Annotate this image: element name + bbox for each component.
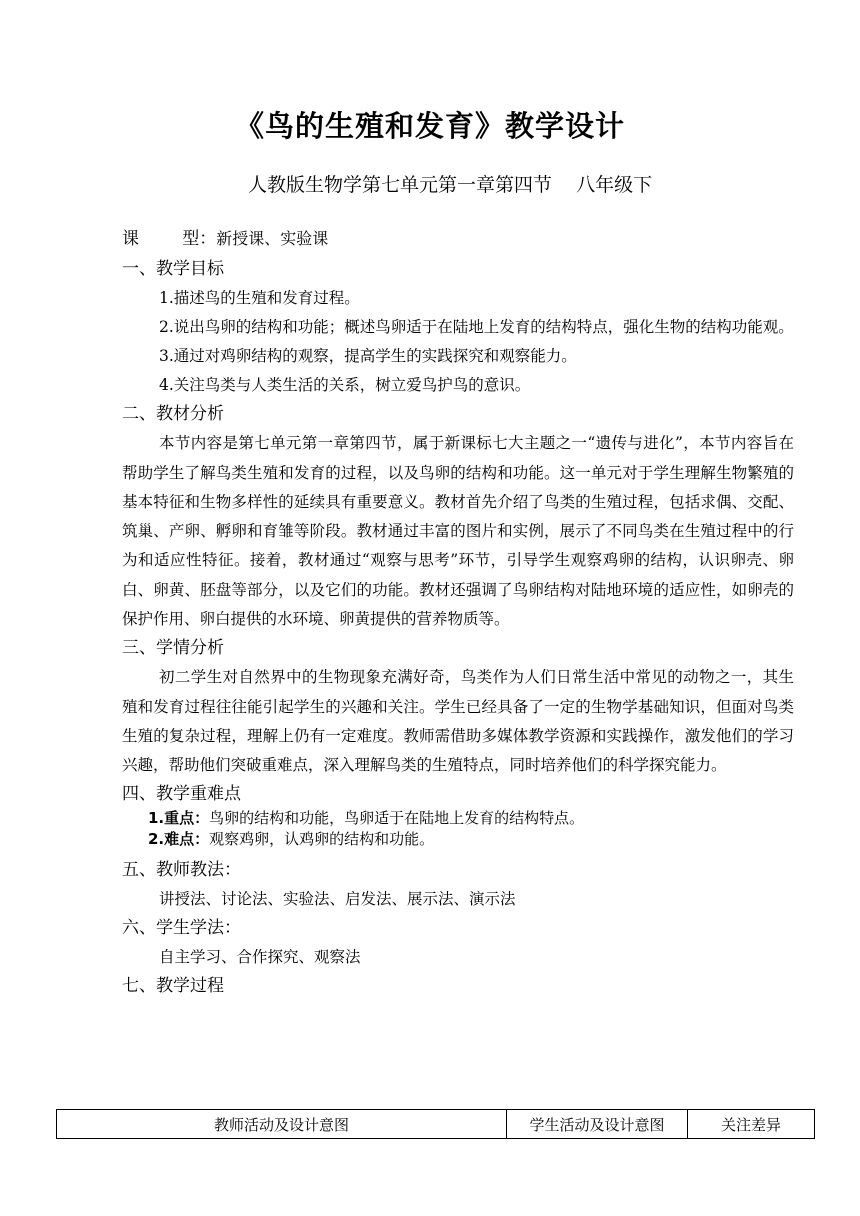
key-point-text: 鸟卵的结构和功能，鸟卵适于在陆地上发育的结构特点。 [209, 808, 585, 827]
section-heading-process: 七、教学过程 [122, 975, 224, 996]
course-type [122, 228, 794, 255]
document-subtitle: 人教版生物学第七单元第一章第四节 八年级下 [248, 174, 653, 196]
learning-methods-text: 自主学习、合作探究、观察法 [159, 947, 361, 966]
document-title: 《鸟的生殖和发育》教学设计 [234, 109, 625, 143]
difficult-point-text: 观察鸡卵，认鸡卵的结构和功能。 [209, 829, 435, 848]
section-heading-goals: 一、教学目标 [122, 259, 224, 279]
goal-item: 2.说出鸟卵的结构和功能；概述鸟卵适于在陆地上发育的结构特点，强化生物的结构功能观。 [159, 318, 794, 336]
table-header-cell: 教师活动及设计意图 [57, 1110, 507, 1139]
difficult-point [122, 829, 794, 850]
course-type-value: 新授课、实验课 [216, 229, 329, 248]
key-point [122, 808, 794, 829]
table-header-row [57, 1110, 815, 1139]
student-analysis-paragraph: 初二学生对自然界中的生物现象充满好奇，鸟类作为人们日常生活中常见的动物之一，其生殖和发育过程往往能引起学生的兴趣和关注。学生已经具备了一定的生物学基础知识，但面对鸟类生殖的复杂过程，理解上仍有一定难度。教师需借助多媒体教学资源和实践操作，激发他们的学习兴趣，帮助他们突破重难点，深入理解鸟类的生殖特点，同时培养他们的科学探究能力。 [122, 668, 794, 775]
table-header-cell: 学生活动及设计意图 [507, 1110, 688, 1139]
table-header-cell: 关注差异 [688, 1110, 815, 1139]
section-heading-teaching-methods: 五、教师教法： [122, 859, 241, 880]
course-type-label: 课 型： [122, 229, 217, 249]
section-heading-key-points: 四、教学重难点 [122, 783, 241, 804]
section-heading-students: 三、学情分析 [122, 638, 224, 659]
section-heading-textbook: 二、教材分析 [122, 404, 224, 425]
goal-item: 1.描述鸟的生殖和发育过程。 [159, 289, 360, 307]
goal-item: 4.关注鸟类与人类生活的关系，树立爱鸟护鸟的意识。 [159, 376, 531, 395]
teaching-methods-text: 讲授法、讨论法、实验法、启发法、展示法、演示法 [159, 889, 516, 908]
textbook-analysis-paragraph: 本节内容是第七单元第一章第四节，属于新课标七大主题之一“遗传与进化”，本节内容旨在帮助学生了解鸟类生殖和发育的过程，以及鸟卵的结构和功能。这一单元对于学生理解生物繁殖的基本特征和生物多样性的延续具有重要意义。教材首先介绍了鸟类的生殖过程，包括求偶、交配、筑巢、产卵、孵卵和育雏等阶段。教材通过丰富的图片和实例，展示了不同鸟类在生殖过程中的行为和适应性特征。接着，教材通过“观察与思考”环节，引导学生观察鸡卵的结构，认识卵壳、卵白、卵黄、胚盘等部分，以及它们的功能。教材还强调了鸟卵结构对陆地环境的适应性，如卵壳的保护作用、卵白提供的水环境、卵黄提供的营养物质等。 [122, 434, 794, 629]
difficult-point-label: 2.难点： [148, 829, 210, 848]
document-body [122, 228, 794, 1001]
key-point-label: 1.重点： [148, 808, 210, 827]
teaching-process-table [56, 1109, 815, 1139]
goal-item: 3.通过对鸡卵结构的观察，提高学生的实践探究和观察能力。 [159, 347, 577, 366]
section-heading-learning-methods: 六、学生学法： [122, 917, 241, 938]
